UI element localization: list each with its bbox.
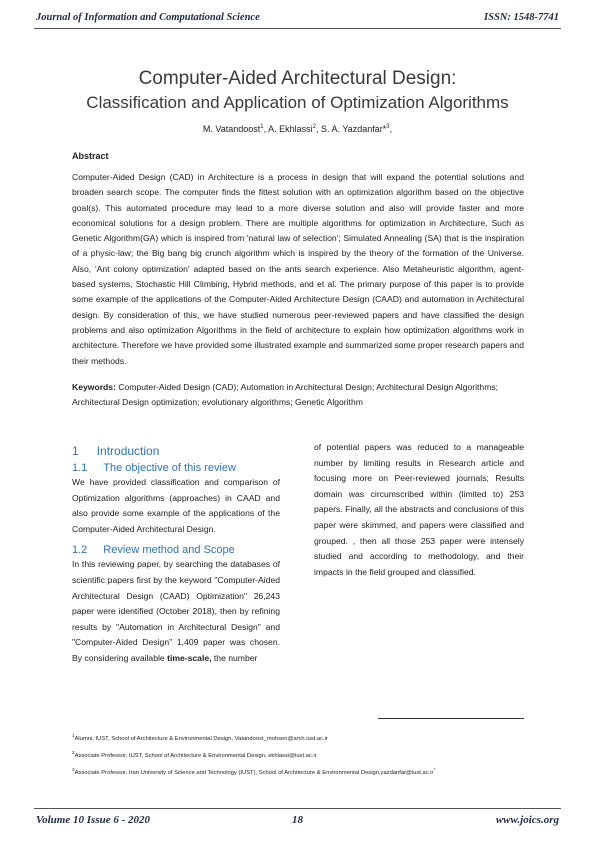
- section-1-2-body-a: In this reviewing paper, by searching the databases of scientific papers first by the keyword "Computer-Aided Architectural Design (CAAD) Optimization" 26,243 paper were identified (October 2018), then by refining results by "Automation in Architectural Design" and "Computer-Aided Design" 1,409 paper was chosen. By considering available: [72, 559, 280, 663]
- abstract-heading: Abstract: [72, 151, 109, 161]
- footnote-2: [72, 746, 532, 763]
- section-1-1-title: The objective of this review: [103, 462, 236, 474]
- footnote-rule: [378, 718, 524, 719]
- author-1-mark: 1: [260, 124, 264, 130]
- footnote-1: [72, 729, 532, 746]
- section-1-1-body: We have provided classification and comparison of Optimization algorithms (approaches) in CAAD and also provide some example of the applications of the Computer-Aided Architectural Design.: [72, 477, 280, 534]
- right-column-text: of potential papers was reduced to a manageable number by limiting results in Research article and focusing more on Peer-reviewed journals; Results domain was circumscribed within (limited to) 253 papers. Finally, all the abstracts and conclusions of this paper were skimmed, and papers were classified and grouped. , then all those 253 paper were intensely studied and according to methodology, and their impacts in the field grouped and classified.: [314, 442, 524, 577]
- abstract-body: Computer-Aided Design (CAD) in Architecture is a process in design that will expand the potential solutions and broaden search scope. The computer finds the fittest solution with an optimization algorithm based on the objective goal(s). This automated procedure may lead to a more diverse solution and also will provide faster and more economical solutions for a design problem. There are multiple algorithms for optimization in Architecture, Such as Genetic Algorithm(GA) which is inspired from 'natural law of selection'; Simulated Annealing (SA) that is the inspiration of a physic-law; the Big bang big crunch algorithm which is inspired by the theory of the formation of the Universe. Also, 'Ant colony optimization' adapted based on the ants search experience. Also Metaheuristic algorithm, agent-based systems, Stochastic Hill Climbing, Hybrid methods, and et al. The primary purpose of this paper is to provide some example of the applications of the Computer-Aided Architecture Design (CAAD) and automation in Architectural design. By consideration of this, we have studied numerous peer-reviewed papers and have classified the design problems and also optimization Algorithms in the field of architecture to explain how optimization algorithms work in architecture. Therefore we have provided some illustrated example and summarized some proper research papers and their methods.: [72, 172, 524, 366]
- footnote-1-text: Alumni, IUST, School of Architecture & Environmental Design, Vatandoost_mohsen@arch.iust.ac.ir: [74, 735, 328, 742]
- section-1-1-heading: [72, 462, 280, 474]
- author-1: M. Vatandoost: [202, 124, 261, 134]
- footer-website: www.joics.org: [495, 814, 559, 826]
- section-1-1-number: 1.1: [72, 462, 88, 474]
- keywords: [72, 380, 524, 411]
- footnote-2-mark: 2: [72, 749, 75, 755]
- footnote-3-text: Associate Professor, Iran University of Science and Technology (IUST), School of Architecture & Environmental Design,yazdanfar@iust.ac.ir: [74, 769, 434, 776]
- journal-issn: ISSN: 1548-7741: [484, 12, 559, 23]
- section-1-2-heading: [72, 544, 280, 556]
- paper-title-line1: Computer-Aided Architectural Design:: [138, 68, 457, 89]
- footnote-1-mark: 1: [72, 733, 75, 738]
- section-1-number: 1: [72, 444, 79, 458]
- paper-title-line2: Classification and Application of Optimization Algorithms: [86, 93, 509, 112]
- footnote-3-tail: *: [433, 766, 436, 772]
- footer-volume: Volume 10 Issue 6 - 2020: [36, 814, 150, 826]
- footnotes: [72, 729, 532, 780]
- keywords-text: Computer-Aided Design (CAD); Automation in Architectural Design; Architectural Design Algorithms; Architectural Design optimization; evolutionary algorithms; Genetic Algorithm: [72, 382, 499, 408]
- section-1-2-bold: time-scale,: [167, 652, 212, 663]
- section-1-heading: [72, 444, 280, 458]
- section-1-2-body: [72, 557, 280, 666]
- author-list-tail: ,: [389, 124, 393, 134]
- author-2: , A. Ekhlassi: [263, 124, 313, 134]
- author-list: [0, 124, 595, 134]
- footnote-2-text: Associate Professor, IUST, School of Architecture & Environmental Design, ekhlassi@iust.ac.ir: [74, 752, 317, 759]
- footnote-3-mark: 3: [72, 766, 75, 772]
- author-3-mark: 3: [386, 124, 390, 130]
- footnote-3: [72, 763, 532, 780]
- left-column: [72, 444, 280, 674]
- section-1-2-number: 1.2: [72, 544, 88, 557]
- section-1-2-body-b: the number: [211, 652, 258, 663]
- author-3: , S. A. Yazdanfar*: [316, 124, 387, 134]
- footer-rule: [34, 808, 561, 809]
- author-2-mark: 2: [312, 124, 316, 130]
- header-rule: [34, 28, 561, 29]
- journal-name: Journal of Information and Computational Science: [36, 12, 260, 23]
- section-1-title: Introduction: [96, 444, 160, 458]
- section-1-2-title: Review method and Scope: [103, 544, 235, 557]
- footer-page-number: 18: [292, 814, 303, 826]
- keywords-label: Keywords:: [72, 382, 116, 392]
